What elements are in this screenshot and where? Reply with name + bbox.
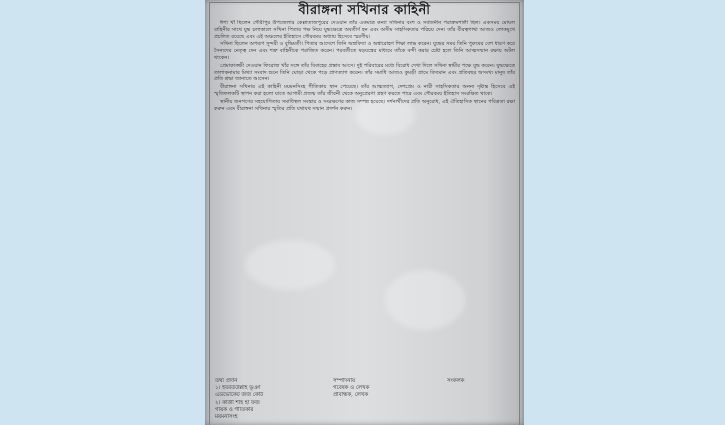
credit-line: প্রাবন্ধিক, লেখক [333,392,369,399]
credits-column-info [215,378,323,421]
credit-line: সম্পাদনায় [333,378,356,384]
stone-plaque [205,0,524,425]
credit-line: গবেষক ও লেখক [333,385,370,392]
credits-column-editors [333,378,433,400]
paragraph: ঈশা খাঁ ছিলেন গৌরীপুর উপজেলার কেল্লাতাজপুরের দেওয়ান তাঁর একমাত্র কন্যা সখিনার বংশ ও সর্বজনীন পরাক্রমশালী ছিল। একসময় মোঘল বাহিনীর সাথে যুদ্ধ চলাকালে সখিনা পিতার পক্ষ নিয়ে যুদ্ধক্ষেত্রে অবতীর্ণ হন এবং অসীম সাহসিকতার পরিচয় দেন। তাঁর বীরত্বগাথা আজও লোকমুখে প্রচলিত রয়েছে এবং এই অঞ্চলের ইতিহাসে গৌরবময় অধ্যায় হিসেবে স্মরণীয়। [214,20,515,40]
credit-line: সংকলক [447,378,465,384]
plaque-credits [215,378,516,424]
paragraph: স্থানীয় জনগণের সহযোগিতায় সমাধিস্থল সংস্কার ও সংরক্ষণের কাজ সম্পন্ন হয়েছে। দর্শনার্থীদের প্রতি অনুরোধ, এই ঐতিহাসিক স্থানের পবিত্রতা রক্ষা করুন এবং বীরাঙ্গনা সখিনার স্মৃতির প্রতি যথাযথ সম্মান প্রদর্শন করুন। [214,98,515,112]
credits-column-compiler [447,378,517,385]
plaque-title: বীরাঙ্গনা সখিনার কাহিনী [298,3,431,18]
credit-line: গায়ক ও গীতিকার [215,406,254,413]
plaque-body [214,20,515,378]
paragraph: সখিনা ছিলেন অপরূপ সুন্দরী ও বুদ্ধিমতী। পিতার আদেশে তিনি অস্ত্রবিদ্যা ও অশ্বারোহণ শিক্ষা লাভ করেন। যুদ্ধের সময় তিনি পুরুষের বেশ ধারণ করে সৈন্যদের নেতৃত্ব দেন এবং শত্রু বাহিনীকে পরাজিত করেন। পরবর্তীতে ষড়যন্ত্রের মাধ্যমে তাঁকে বন্দী করার চেষ্টা হলে তিনি আত্মসম্মান রক্ষায় অটল থাকেন। [214,41,515,61]
credit-line: এডভোকেট জজ কোর্ট [215,392,264,399]
credit-line: ময়মনসিংহ [215,414,238,421]
credit-line: ২। কাজী শাহ হা ফজ [215,399,260,406]
credit-line: ১। হযরতউল্লাহ ভূঞা [215,385,261,392]
paragraph: প্রেমাকাঙ্ক্ষী দেওয়ান ফিরোজ খাঁর সঙ্গে তাঁর বিবাহের প্রস্তাব আসে। দুই পরিবারের মধ্যে বিরোধ দেখা দিলে সখিনা স্বামীর পক্ষে যুদ্ধ করেন। যুদ্ধক্ষেত্রে তালাকনামার মিথ্যা সংবাদ শুনে তিনি ঘোড়া থেকে পড়ে প্রাণত্যাগ করেন। তাঁর সমাধি আজও কুমড়ী গ্রামে বিদ্যমান এবং প্রতিবছর অসংখ্য মানুষ তাঁর প্রতি শ্রদ্ধা জানাতে আসেন। [214,62,515,83]
credit-line: তথ্য প্রদান [215,378,238,384]
paragraph: বীরাঙ্গনা সখিনার এই কাহিনী ময়মনসিংহ গীতিকায় স্থান পেয়েছে। তাঁর আত্মত্যাগ, দেশপ্রেম ও নারী সাহসিকতার অনন্য দৃষ্টান্ত হিসেবে এই স্মৃতিফলকটি স্থাপন করা হলো যাতে আগামী প্রজন্ম তাঁর জীবনী থেকে অনুপ্রেরণা গ্রহণ করতে পারে এবং গৌরবময় ইতিহাস সংরক্ষিত থাকে। [214,84,515,97]
